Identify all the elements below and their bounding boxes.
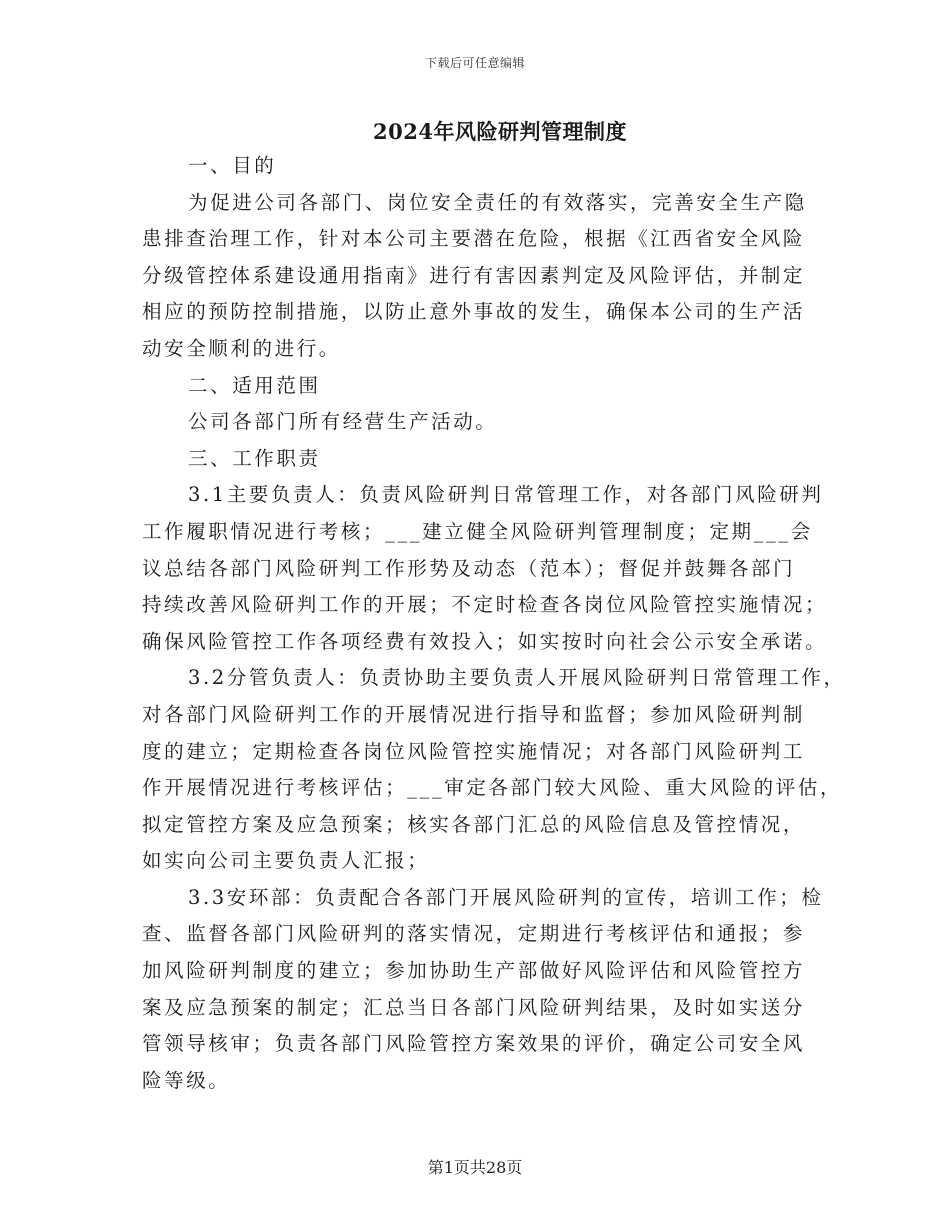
paragraph-line: 对各部门风险研判工作的开展情况进行指导和监督；参加风险研判制	[142, 702, 806, 726]
paragraph-line: 管领导核审；负责各部门风险管控方案效果的评价，确定公司安全风	[142, 1032, 806, 1056]
paragraph-line: 动安全顺利的进行。	[142, 336, 341, 360]
paragraph-line: 分级管控体系建设通用指南》进行有害因素判定及风险评估，并制定	[142, 263, 806, 287]
paragraph-line: 案及应急预案的制定；汇总当日各部门风险研判结果，及时如实送分	[142, 995, 806, 1019]
paragraph-line: 拟定管控方案及应急预案；核实各部门汇总的风险信息及管控情况，	[142, 812, 806, 836]
paragraph-line: 3.2分管负责人：负责协助主要负责人开展风险研判日常管理工作，	[188, 666, 846, 690]
paragraph-line: 持续改善风险研判工作的开展；不定时检查各岗位风险管控实施情况；	[142, 593, 828, 617]
paragraph-line: 为促进公司各部门、岗位安全责任的有效落实，完善安全生产隐	[188, 190, 807, 214]
paragraph-line: 作开展情况进行考核评估；___审定各部门较大风险、重大风险的评估，	[142, 776, 843, 800]
paragraph-line: 议总结各部门风险研判工作形势及动态（范本）；督促并鼓舞各部门	[142, 556, 796, 580]
paragraph-line: 查、监督各部门风险研判的落实情况，定期进行考核评估和通报；参	[142, 922, 806, 946]
paragraph-line: 公司各部门所有经营生产活动。	[188, 410, 498, 434]
paragraph-line: 相应的预防控制措施，以防止意外事故的发生，确保本公司的生产活	[142, 300, 806, 324]
paragraph-line: 工作履职情况进行考核；___建立健全风险研判管理制度；定期___会	[142, 519, 813, 543]
paragraph-line: 险等级。	[142, 1068, 231, 1092]
section-heading: 三、工作职责	[188, 446, 321, 470]
section-heading: 二、适用范围	[188, 373, 321, 397]
paragraph-line: 确保风险管控工作各项经费有效投入；如实按时向社会公示安全承诺。	[142, 629, 828, 653]
document-body	[142, 148, 846, 1099]
paragraph-line: 3.1主要负责人：负责风险研判日常管理工作，对各部门风险研判	[188, 483, 824, 507]
paragraph-line: 患排查治理工作，针对本公司主要潜在危险，根据《江西省安全风险	[142, 227, 806, 251]
paragraph-line: 3.3安环部：负责配合各部门开展风险研判的宣传，培训工作；检	[188, 885, 824, 909]
header-note: 下载后可任意编辑	[424, 56, 525, 70]
page-footer: 第1页共28页	[427, 1158, 523, 1177]
document-title: 2024年风险研判管理制度	[373, 119, 627, 144]
paragraph-line: 加风险研判制度的建立；参加协助生产部做好风险评估和风险管控方	[142, 959, 806, 983]
paragraph-line: 如实向公司主要负责人汇报；	[142, 849, 430, 873]
section-heading: 一、目的	[188, 154, 277, 177]
paragraph-line: 度的建立；定期检查各岗位风险管控实施情况；对各部门风险研判工	[142, 739, 806, 763]
